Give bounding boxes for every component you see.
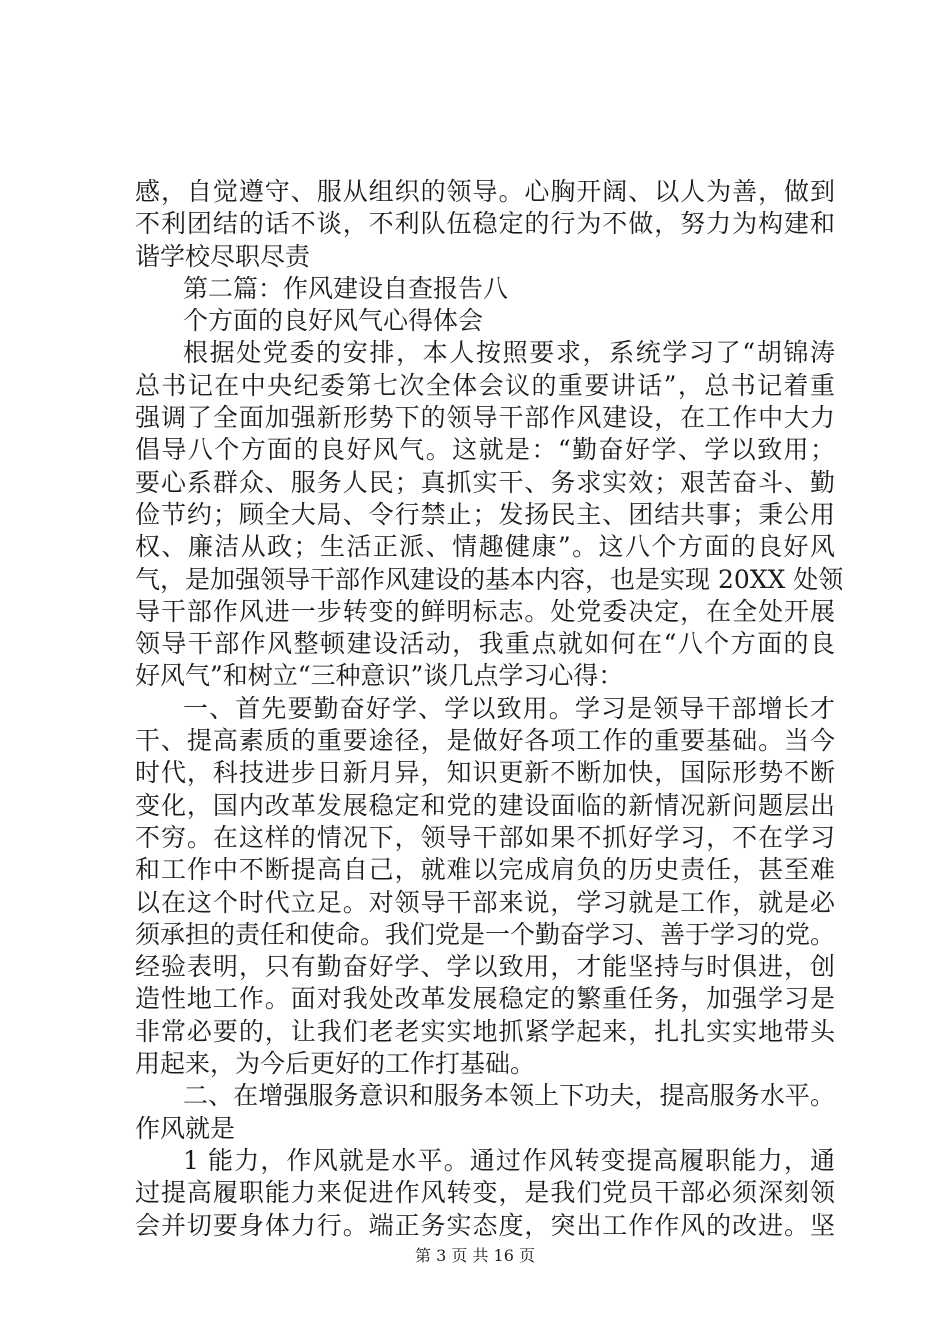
text-line: 强调了全面加强新形势下的领导干部作风建设，在工作中大力 <box>135 403 835 433</box>
text-line: 导干部作风进一步转变的鲜明标志。处党委决定，在全处开展 <box>135 596 835 626</box>
text-line: 非常必要的，让我们老老实实地抓紧学起来，扎扎实实地带头 <box>135 1016 835 1046</box>
text-line: 谐学校尽职尽责 <box>135 241 311 271</box>
text-line: 好风气”和树立“三种意识”谈几点学习心得： <box>135 661 624 691</box>
text-line: 造性地工作。面对我处改革发展稳定的繁重任务，加强学习是 <box>135 984 835 1014</box>
text-line: 用起来，为今后更好的工作打基础。 <box>135 1049 536 1079</box>
text-line: 经验表明，只有勤奋好学、学以致用，才能坚持与时俱进，创 <box>135 952 835 982</box>
body-text <box>135 176 844 1242</box>
text-line: 倡导八个方面的良好风气。这就是：“勤奋好学、学以致用； <box>135 435 835 465</box>
text-line: 1 能力，作风就是水平。通过作风转变提高履职能力，通 <box>183 1145 835 1175</box>
text-line: 俭节约；顾全大局、令行禁止；发扬民主、团结共事；秉公用 <box>135 499 835 529</box>
text-line: 感，自觉遵守、服从组织的领导。心胸开阔、以人为善，做到 <box>135 177 835 206</box>
text-line: 个方面的良好风气心得体会 <box>183 306 484 336</box>
page-footer: 第 3 页 共 16 页 <box>415 1246 535 1265</box>
text-line: 要心系群众、服务人民；真抓实干、务求实效；艰苦奋斗、勤 <box>135 467 835 497</box>
text-line: 不利团结的话不谈，不利队伍稳定的行为不做，努力为构建和 <box>135 209 835 239</box>
text-line: 会并切要身体力行。端正务实态度，突出工作作风的改进。坚 <box>135 1210 835 1240</box>
text-line: 须承担的责任和使命。我们党是一个勤奋学习、善于学习的党。 <box>135 919 836 949</box>
text-line: 干、提高素质的重要途径，是做好各项工作的重要基础。当今 <box>135 726 835 756</box>
text-line: 一、首先要勤奋好学、学以致用。学习是领导干部增长才 <box>183 693 835 723</box>
text-line: 和工作中不断提高自己，就难以完成肩负的历史责任，甚至难 <box>135 855 835 885</box>
text-line: 根据处党委的安排，本人按照要求，系统学习了“胡锦涛 <box>183 338 835 368</box>
text-line: 总书记在中央纪委第七次全体会议的重要讲话”，总书记着重 <box>135 370 835 400</box>
text-line: 气，是加强领导干部作风建设的基本内容，也是实现 20XX 处领 <box>135 564 844 594</box>
text-line: 不穷。在这样的情况下，领导干部如果不抓好学习，不在学习 <box>135 822 835 852</box>
text-line: 时代，科技进步日新月异，知识更新不断加快，国际形势不断 <box>135 758 835 788</box>
text-line: 二、在增强服务意识和服务本领上下功夫，提高服务水平。 <box>183 1081 835 1111</box>
text-line: 变化，国内改革发展稳定和党的建设面临的新情况新问题层出 <box>135 790 835 820</box>
text-line: 领导干部作风整顿建设活动，我重点就如何在“八个方面的良 <box>135 629 835 659</box>
text-line: 作风就是 <box>135 1113 236 1143</box>
text-line: 过提高履职能力来促进作风转变，是我们党员干部必须深刻领 <box>135 1178 835 1208</box>
text-line: 权、廉洁从政；生活正派、情趣健康”。这八个方面的良好风 <box>135 532 835 562</box>
text-line: 第二篇：作风建设自查报告八 <box>183 273 509 303</box>
text-line: 以在这个时代立足。对领导干部来说，学习就是工作，就是必 <box>135 887 835 917</box>
